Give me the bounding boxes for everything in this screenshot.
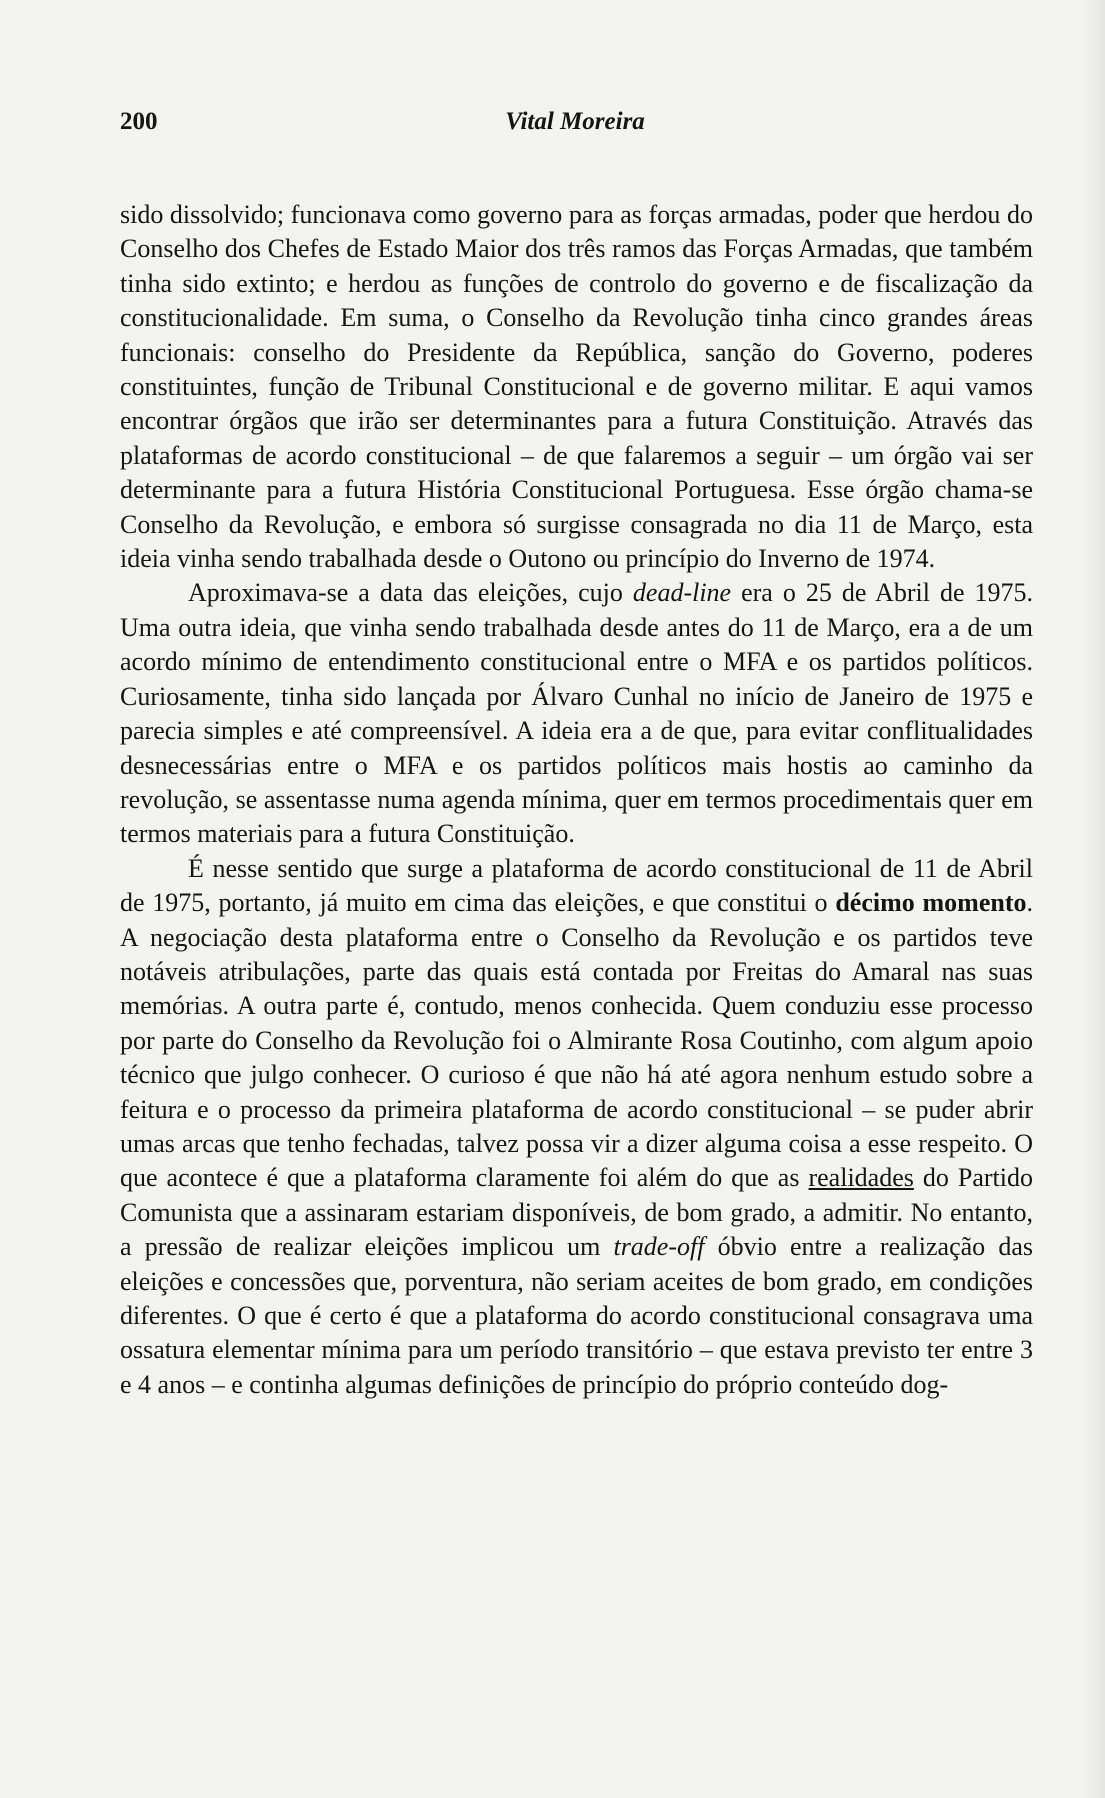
paragraph [120, 852, 1033, 1403]
body-text [120, 198, 1033, 1402]
paragraph [120, 576, 1033, 851]
page-edge-shadow [1083, 0, 1105, 1798]
text-segment: décimo momento [835, 888, 1027, 918]
page-number: 200 [120, 108, 158, 135]
text-segment: era o 25 de Abril de 1975. Uma outra ideia, que vinha sendo trabalhada desde antes do 11 de Março, era a de um acordo mínimo de entendimento constitucional entre o MFA e os partidos políticos. Curiosamente, tinha sido lançada por Álvaro Cunhal no início de Janeiro de 1975 e parecia simples e até compreensível. A ideia era a de que, para evitar conflitualidades desnecessárias entre o MFA e os partidos políticos mais hostis ao caminho da revolução, se assentasse numa agenda mínima, quer em termos procedimentais quer em termos materiais para a futura Constituição. [120, 578, 1034, 849]
text-segment: É nesse sentido que surge a plataforma de acordo constitucional de 11 de Abril de 1975, portanto, já muito em cima das eleições, e que constitui o [120, 853, 1033, 918]
text-segment: do Partido Comunista que a assinaram estariam disponíveis, de bom grado, a admitir. No entanto, a pressão de realizar eleições implicou um [120, 1163, 1034, 1262]
running-head: Vital Moreira [505, 108, 645, 135]
text-segment: . A negociação desta plataforma entre o Conselho da Revolução e os partidos teve notáveis atribulações, parte das quais está contada por Freitas do Amaral nas suas memórias. A outra parte é, contudo, menos conhecida. Quem conduziu esse processo por parte do Conselho da Revolução foi o Almirante Rosa Coutinho, com algum apoio técnico que julgo conhecer. O curioso é que não há até agora nenhum estudo sobre a feitura e o processo da primeira plataforma de acordo constitucional – se puder abrir umas arcas que tenho fechadas, talvez possa vir a dizer alguma coisa a esse respeito. O que acontece é que a plataforma claramente foi além do que as [120, 888, 1033, 1193]
page-header [120, 108, 1030, 148]
text-segment: sido dissolvido; funcionava como governo para as forças armadas, poder que herdou do Conselho dos Chefes de Estado Maior dos três ramos das Forças Armadas, que também tinha sido extinto; e herdou as funções de controlo do governo e de fiscalização da constitucionalidade. Em suma, o Conselho da Revolução tinha cinco grandes áreas funcionais: conselho do Presidente da República, sanção do Governo, poderes constituintes, função de Tribunal Constitucional e de governo militar. E aqui vamos encontrar órgãos que irão ser determinantes para a futura Constituição. Através das plataformas de acordo constitucional – de que falaremos a seguir – um órgão vai ser determinante para a futura História Constitucional Portuguesa. Esse órgão chama-se Conselho da Revolução, e embora só surgisse consagrada no dia 11 de Março, esta ideia vinha sendo trabalhada desde o Outono ou princípio do Inverno de 1974. [120, 200, 1033, 574]
text-segment: trade-off [613, 1232, 705, 1262]
paragraph [120, 198, 1033, 576]
text-segment: Aproximava-se a data das eleições, cujo [188, 578, 633, 608]
text-segment: óbvio entre a realização das eleições e concessões que, porventura, não seriam aceites de bom grado, em condições diferentes. O que é certo é que a plataforma do acordo constitucional consagrava uma ossatura elementar mínima para um período transitório – que estava previsto ter entre 3 e 4 anos – e continha algumas definições de princípio do próprio conteúdo dog- [120, 1232, 1033, 1399]
text-segment: dead-line [632, 578, 732, 608]
text-segment: realidades [808, 1163, 914, 1193]
